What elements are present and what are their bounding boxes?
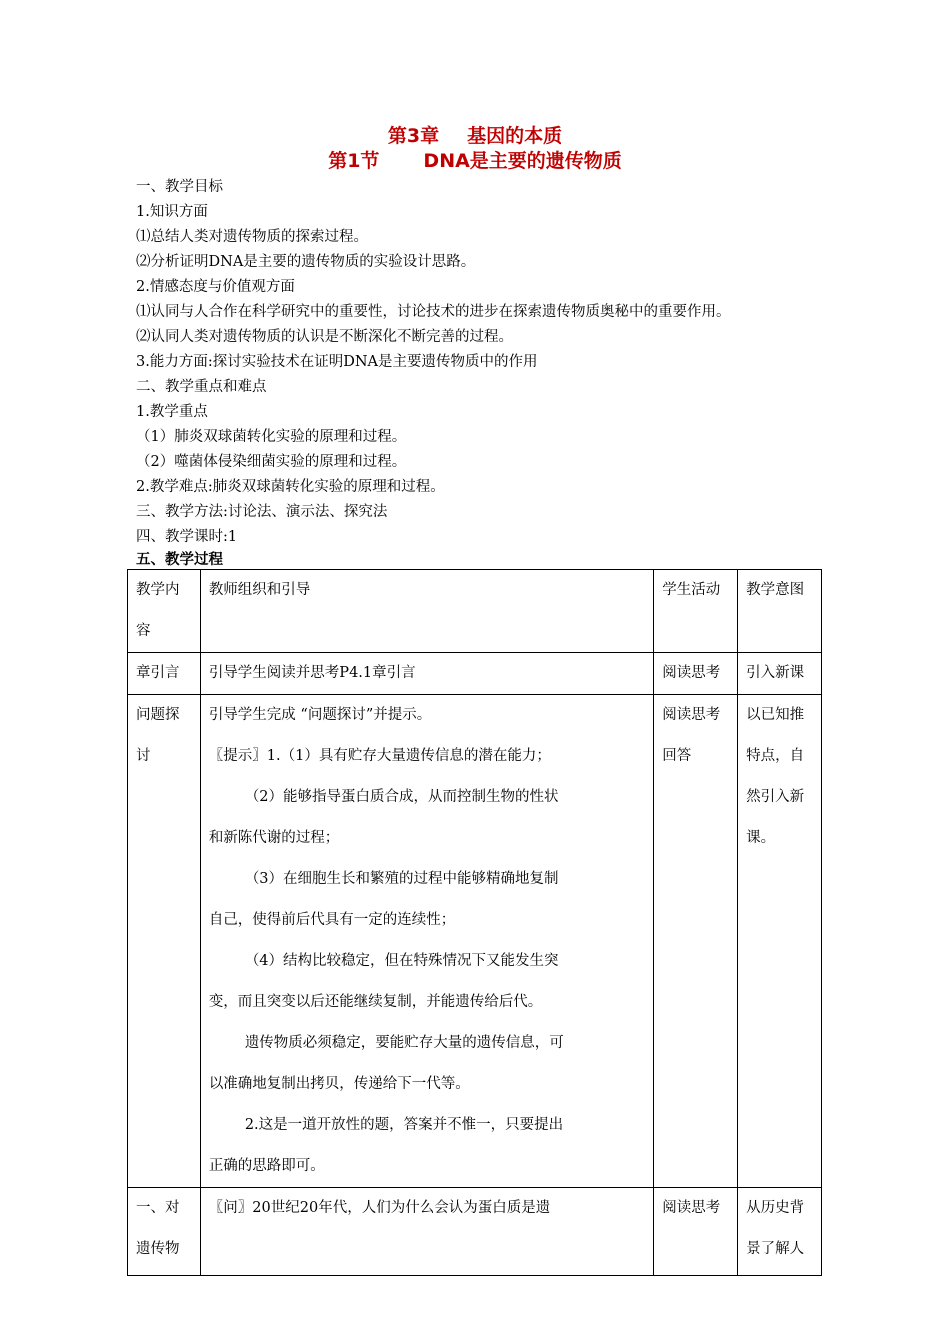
knowledge-item-1: ⑴总结人类对遗传物质的探索过程。	[136, 229, 368, 245]
subheading-key-points: 1.教学重点	[136, 404, 208, 420]
cell-text: 以已知推	[746, 707, 805, 723]
cell-text: 〖问〗20世纪20年代，人们为什么会认为蛋白质是遗	[208, 1200, 551, 1216]
teaching-process-table	[127, 569, 822, 1276]
section-number: 第1节	[328, 150, 380, 172]
chapter-name: 基因的本质	[467, 125, 563, 147]
cell-text: 阅读思考	[662, 1200, 721, 1216]
teaching-hours: 四、教学课时:1	[136, 529, 238, 545]
key-point-1: （1）肺炎双球菌转化实验的原理和过程。	[136, 429, 407, 445]
cell-text: 讨	[136, 748, 151, 764]
cell-text: 景了解人	[746, 1241, 805, 1257]
table-row	[128, 653, 822, 695]
teaching-methods: 三、教学方法:讨论法、演示法、探究法	[136, 504, 388, 520]
row-intent-cell	[738, 1188, 822, 1276]
cell-text: 从历史背	[746, 1200, 805, 1216]
row-teacher-cell	[200, 1188, 653, 1276]
difficult-point: 2.教学难点:肺炎双球菌转化实验的原理和过程。	[136, 479, 445, 495]
cell-text: 引入新课	[746, 665, 805, 681]
heading-process: 五、教学过程	[136, 551, 223, 568]
header-text: 学生活动	[662, 582, 721, 598]
section-name: DNA是主要的遗传物质	[423, 150, 622, 172]
attitude-item-1: ⑴认同与人合作在科学研究中的重要性，讨论技术的进步在探索遗传物质奥秘中的重要作用。	[136, 304, 731, 320]
cell-text: 以准确地复制出拷贝，传递给下一代等。	[208, 1076, 470, 1092]
ability-item: 3.能力方面:探讨实验技术在证明DNA是主要遗传物质中的作用	[136, 354, 538, 370]
chapter-number: 第3章	[387, 125, 440, 147]
cell-text: （2）能够指导蛋白质合成，从而控制生物的性状	[244, 789, 559, 805]
row-content-cell	[128, 1188, 201, 1276]
cell-text: 和新陈代谢的过程；	[208, 830, 340, 846]
knowledge-item-2: ⑵分析证明DNA是主要的遗传物质的实验设计思路。	[136, 254, 476, 270]
table-row	[128, 1188, 822, 1276]
subheading-knowledge: 1.知识方面	[136, 204, 208, 220]
heading-key-points: 二、教学重点和难点	[136, 379, 267, 395]
header-cell-teacher	[200, 570, 653, 653]
header-cell-intent	[738, 570, 822, 653]
row-content-cell	[128, 695, 201, 1188]
cell-text: 遗传物	[136, 1241, 180, 1257]
cell-text: 阅读思考	[662, 665, 721, 681]
row-student-cell	[654, 1188, 738, 1276]
cell-text: （3）在细胞生长和繁殖的过程中能够精确地复制	[244, 871, 559, 887]
cell-text: 遗传物质必须稳定，要能贮存大量的遗传信息，可	[244, 1035, 564, 1051]
key-point-2: （2）噬菌体侵染细菌实验的原理和过程。	[136, 454, 407, 470]
cell-text: 一、对	[136, 1200, 180, 1216]
row-teacher-cell	[200, 653, 653, 695]
header-text: 教师组织和引导	[208, 582, 311, 598]
header-cell-student	[654, 570, 738, 653]
row-content-cell	[128, 653, 201, 695]
table-row	[128, 695, 822, 1188]
header-text: 教学意图	[746, 582, 805, 598]
cell-text: 特点，自	[746, 748, 805, 764]
cell-text: 引导学生完成 “问题探讨”并提示。	[208, 707, 432, 723]
cell-text: 变，而且突变以后还能继续复制，并能遗传给后代。	[208, 994, 543, 1010]
cell-text: 然引入新	[746, 789, 805, 805]
cell-text: 回答	[662, 748, 692, 764]
cell-text: 自己，使得前后代具有一定的连续性；	[208, 912, 456, 928]
cell-text: 课。	[746, 830, 776, 846]
row-student-cell	[654, 695, 738, 1188]
cell-text: （4）结构比较稳定，但在特殊情况下又能发生突	[244, 953, 559, 969]
header-cell-content	[128, 570, 201, 653]
header-text: 容	[136, 623, 151, 639]
header-text: 教学内	[136, 582, 180, 598]
cell-text: 章引言	[136, 665, 180, 681]
cell-text: 正确的思路即可。	[208, 1158, 325, 1174]
cell-text: 引导学生阅读并思考P4.1章引言	[208, 665, 416, 681]
row-intent-cell	[738, 653, 822, 695]
row-teacher-cell	[200, 695, 653, 1188]
attitude-item-2: ⑵认同人类对遗传物质的认识是不断深化不断完善的过程。	[136, 329, 513, 345]
chapter-title	[0, 124, 950, 148]
row-intent-cell	[738, 695, 822, 1188]
cell-text: 〖提示〗1.（1）具有贮存大量遗传信息的潜在能力；	[208, 748, 551, 764]
row-student-cell	[654, 653, 738, 695]
subheading-attitude: 2.情感态度与价值观方面	[136, 279, 295, 295]
cell-text: 2.这是一道开放性的题，答案并不惟一，只要提出	[244, 1117, 564, 1133]
table-header-row	[128, 570, 822, 653]
section-title	[0, 149, 950, 173]
cell-text: 阅读思考	[662, 707, 721, 723]
heading-objectives: 一、教学目标	[136, 179, 223, 195]
cell-text: 问题探	[136, 707, 180, 723]
